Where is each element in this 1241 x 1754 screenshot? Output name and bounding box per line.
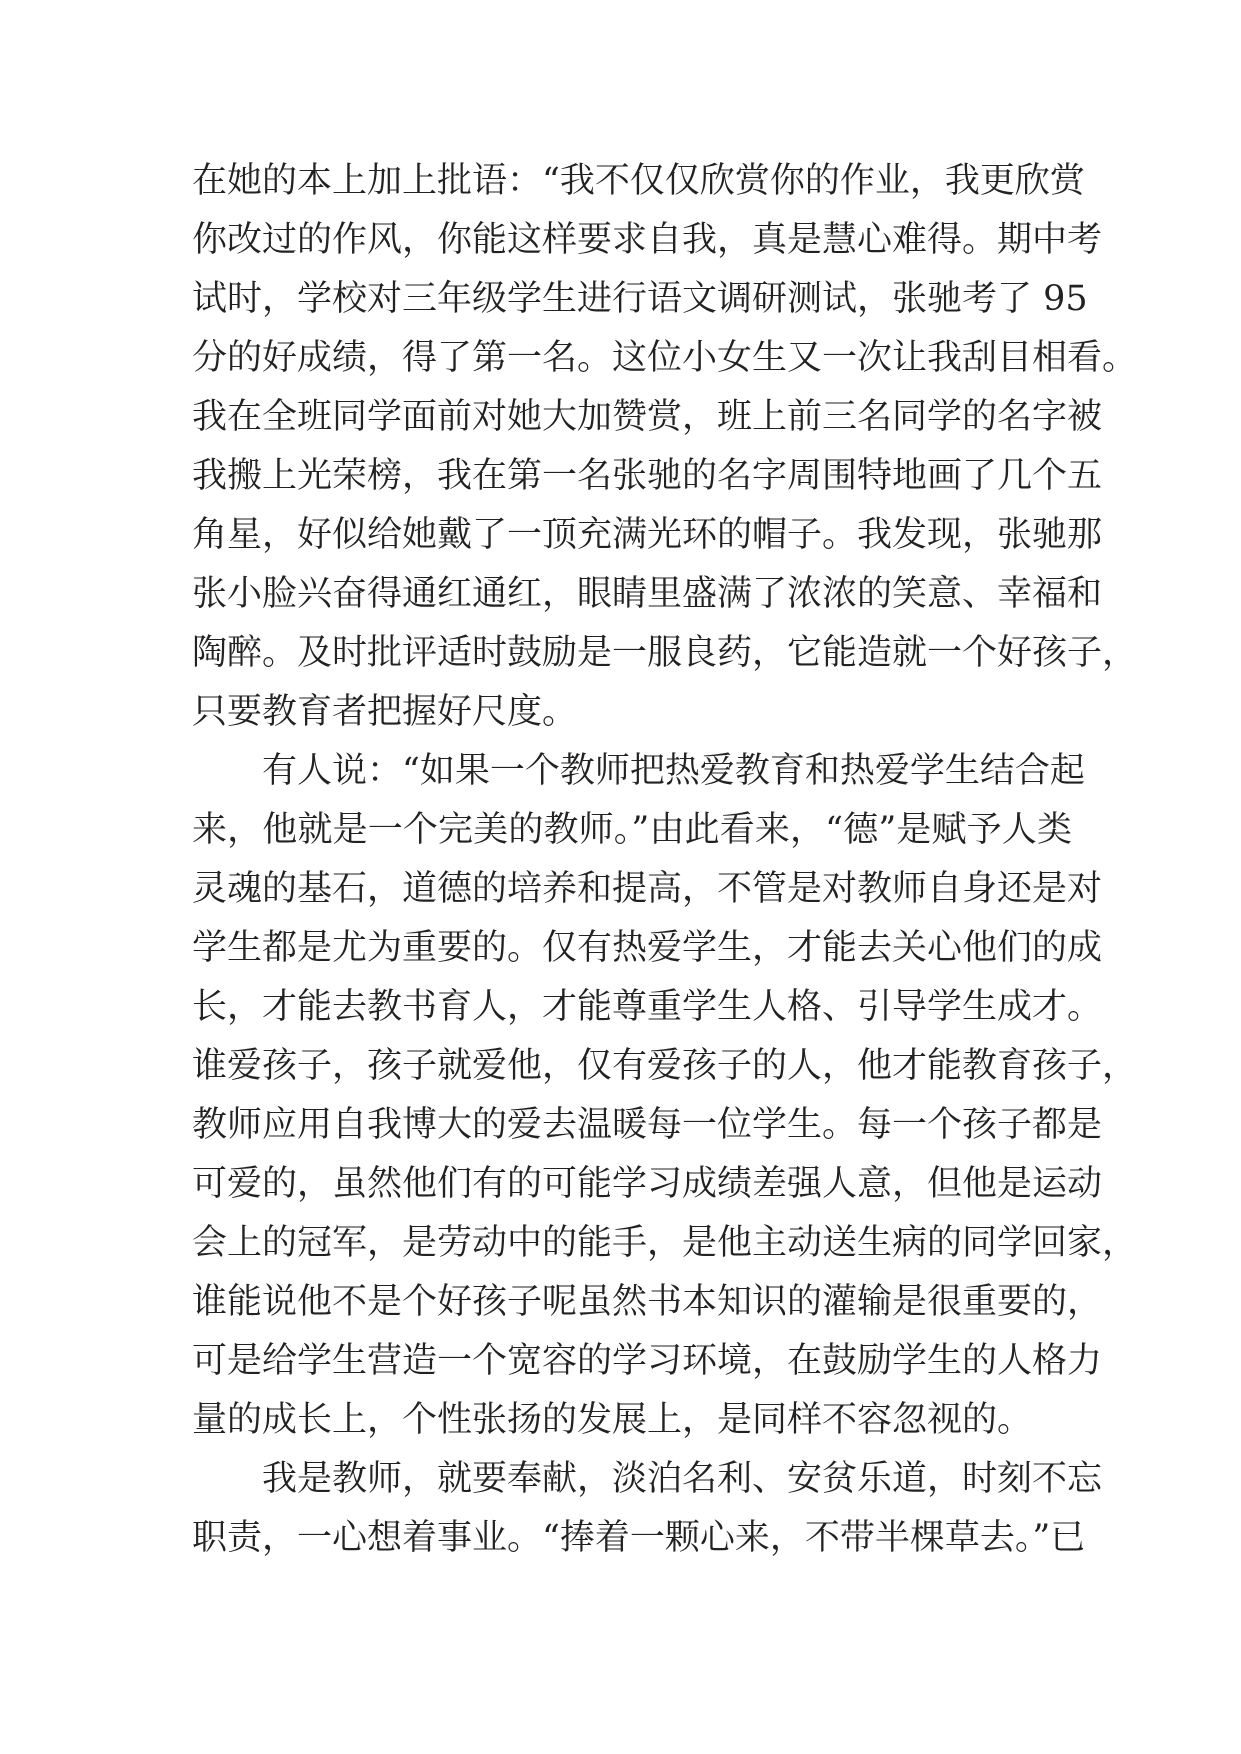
text-line: 谁能说他不是个好孩子呢虽然书本知识的灌输是很重要的，	[192, 1282, 1103, 1322]
text-line: 角星，好似给她戴了一顶充满光环的帽子。我发现，张驰那	[192, 515, 1103, 555]
paragraph-start-line: 我是教师，就要奉献，淡泊名利、安贫乐道，时刻不忘	[262, 1459, 1103, 1499]
text-line: 我在全班同学面前对她大加赞赏，班上前三名同学的名字被	[192, 397, 1103, 437]
paragraph-end-line: 只要教育者把握好尺度。	[192, 692, 578, 732]
text-line: 来，他就是一个完美的教师。”由此看来，“德”是赋予人类	[192, 810, 1072, 850]
text-line: 灵魂的基石，道德的培养和提高，不管是对教师自身还是对	[192, 869, 1103, 909]
text-line: 谁爱孩子，孩子就爱他，仅有爱孩子的人，他才能教育孩子，	[192, 1046, 1138, 1086]
text-line: 会上的冠军，是劳动中的能手，是他主动送生病的同学回家，	[192, 1223, 1138, 1263]
text-line: 职责，一心想着事业。“捧着一颗心来，不带半棵草去。”已	[192, 1518, 1086, 1558]
paragraph-end-line: 量的成长上，个性张扬的发展上，是同样不容忽视的。	[192, 1400, 1033, 1440]
text-line: 长，才能去教书育人，才能尊重学生人格、引导学生成才。	[192, 987, 1103, 1027]
text-line: 教师应用自我博大的爱去温暖每一位学生。每一个孩子都是	[192, 1105, 1103, 1145]
text-line: 我搬上光荣榜，我在第一名张驰的名字周围特地画了几个五	[192, 456, 1103, 496]
text-line: 学生都是尤为重要的。仅有热爱学生，才能去关心他们的成	[192, 928, 1103, 968]
text-line: 陶醉。及时批评适时鼓励是一服良药，它能造就一个好孩子，	[192, 633, 1138, 673]
text-line: 你改过的作风，你能这样要求自我，真是慧心难得。期中考	[192, 220, 1103, 260]
text-line: 张小脸兴奋得通红通红，眼睛里盛满了浓浓的笑意、幸福和	[192, 574, 1103, 614]
text-line: 试时，学校对三年级学生进行语文调研测试，张驰考了 95	[192, 279, 1088, 319]
text-line: 分的好成绩，得了第一名。这位小女生又一次让我刮目相看。	[192, 338, 1138, 378]
body-text	[192, 152, 1138, 1568]
text-line: 可是给学生营造一个宽容的学习环境，在鼓励学生的人格力	[192, 1341, 1103, 1381]
text-line: 可爱的，虽然他们有的可能学习成绩差强人意，但他是运动	[192, 1164, 1103, 1204]
paragraph-start-line: 有人说：“如果一个教师把热爱教育和热爱学生结合起	[262, 751, 1085, 791]
text-line: 在她的本上加上批语：“我不仅仅欣赏你的作业，我更欣赏	[192, 161, 1085, 201]
